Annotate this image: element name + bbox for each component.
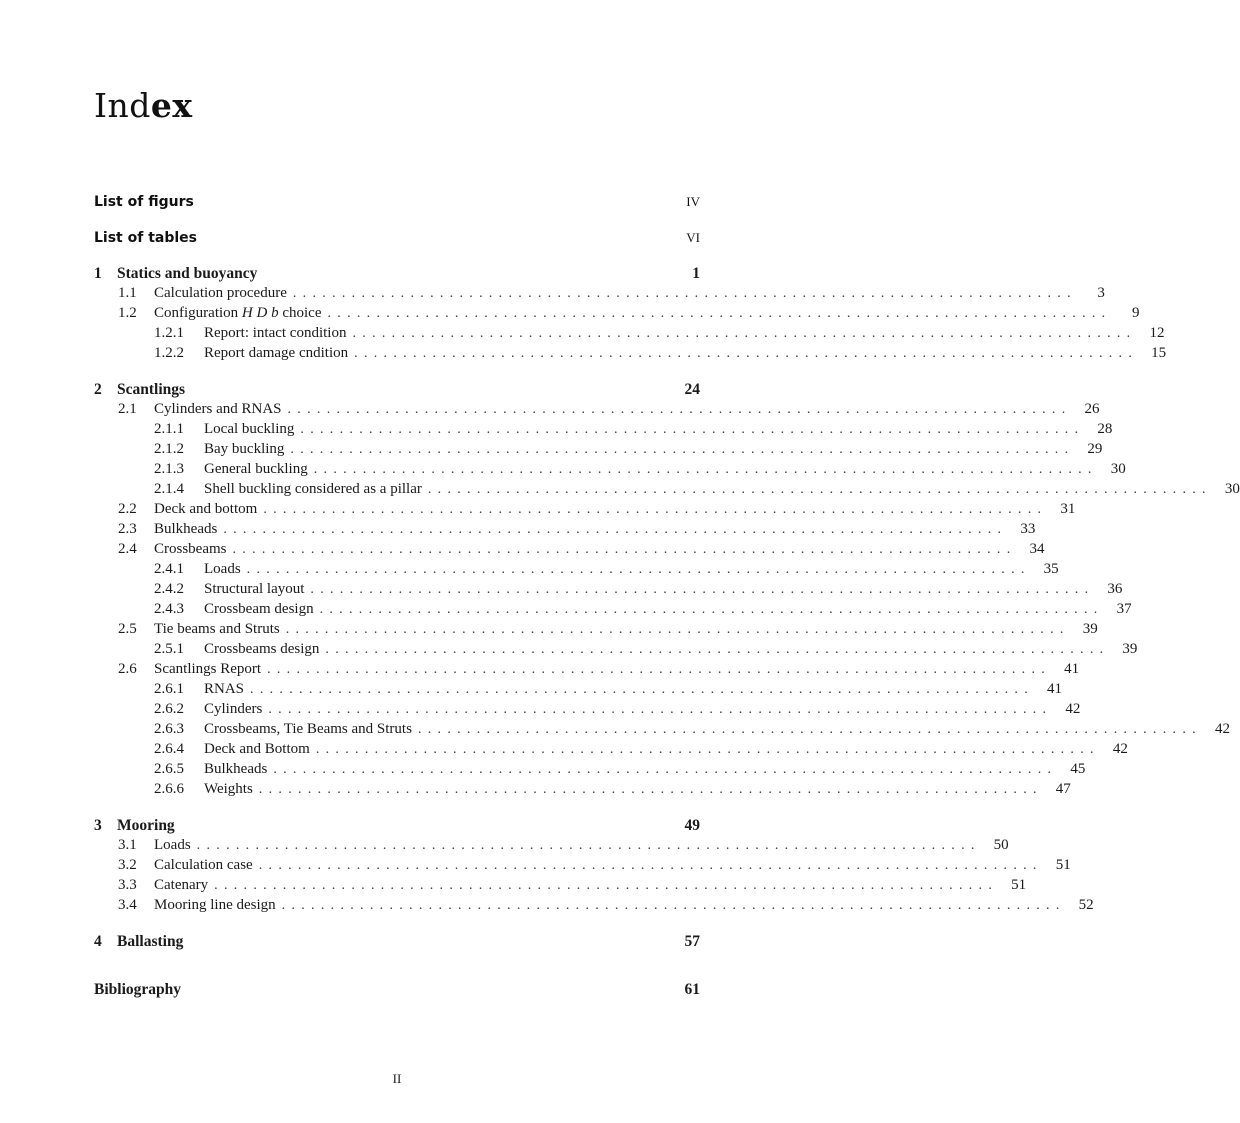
- toc-number: 2.3: [118, 521, 137, 537]
- toc-number: 3.1: [118, 837, 137, 853]
- toc-subsection[interactable]: [94, 761, 1086, 781]
- toc-subsection[interactable]: [94, 601, 1132, 621]
- toc-page: 30: [1110, 461, 1126, 477]
- toc-label: Cylinders and RNAS: [154, 401, 282, 417]
- toc-label: Ballasting: [117, 933, 184, 950]
- toc-page: 35: [1043, 561, 1059, 577]
- toc-subsection[interactable]: [94, 561, 1059, 581]
- toc-subsection[interactable]: [94, 461, 1126, 481]
- toc-section[interactable]: [94, 837, 1009, 857]
- toc-label: Mooring line design: [154, 897, 276, 913]
- toc-page: 26: [1084, 401, 1100, 417]
- toc-label: Mooring: [117, 817, 175, 834]
- toc-number: 2.6.5: [154, 761, 184, 777]
- toc-page: 15: [1151, 345, 1167, 361]
- toc-number: 2.1.1: [154, 421, 184, 437]
- toc-subsection[interactable]: [94, 421, 1113, 441]
- toc-leader: ................................................................................: [223, 522, 1008, 537]
- toc-leader: ................................................................................: [285, 622, 1070, 637]
- toc-page: 41: [1064, 661, 1080, 677]
- toc-label: Report damage cndition: [204, 345, 349, 361]
- toc-leader: ................................................................................: [268, 702, 1053, 717]
- toc-chapter[interactable]: [94, 817, 700, 837]
- toc-page: 9: [1131, 305, 1140, 321]
- toc-page: 37: [1116, 601, 1132, 617]
- toc-number: 1.2.2: [154, 345, 184, 361]
- toc-page: 3: [1097, 285, 1105, 301]
- toc-number: 1: [94, 265, 102, 282]
- toc-label: Loads: [154, 837, 191, 853]
- toc-leader: ................................................................................: [319, 602, 1104, 617]
- toc-leader: ................................................................................: [246, 562, 1031, 577]
- toc-leader: ................................................................................: [300, 422, 1085, 437]
- toc-page: 41: [1047, 681, 1063, 697]
- toc-leader: ................................................................................: [325, 642, 1110, 657]
- toc-label: List of tables: [94, 230, 197, 246]
- toc-label: Bibliography: [94, 981, 181, 998]
- toc-subsection[interactable]: [94, 721, 1230, 741]
- toc-section[interactable]: [94, 521, 1036, 541]
- toc-label: List of figurs: [94, 194, 194, 210]
- toc-number: 1.2: [118, 305, 137, 321]
- toc-label: Calculation case: [154, 857, 253, 873]
- toc-label: Tie beams and Struts: [154, 621, 280, 637]
- toc-label: Calculation procedure: [154, 285, 287, 301]
- toc-page: 45: [1070, 761, 1086, 777]
- toc-subsection[interactable]: [94, 345, 1167, 365]
- toc-label: Cylinders: [204, 701, 263, 717]
- toc-label: Crossbeams, Tie Beams and Struts: [204, 721, 412, 737]
- toc-label: Weights: [204, 781, 253, 797]
- toc-number: 3.3: [118, 877, 137, 893]
- toc-label: Configuration H D b choice: [154, 305, 322, 321]
- toc-page: 52: [1078, 897, 1094, 913]
- toc-label: Catenary: [154, 877, 209, 893]
- toc-page: 51: [1055, 857, 1071, 873]
- toc-leader: ................................................................................: [263, 502, 1048, 517]
- toc-page: 34: [1029, 541, 1045, 557]
- toc-label: General buckling: [204, 461, 308, 477]
- toc-leader: ................................................................................: [327, 306, 1112, 321]
- toc-page: 36: [1107, 581, 1123, 597]
- toc-label: Local buckling: [204, 421, 295, 437]
- toc-label: Bulkheads: [154, 521, 218, 537]
- toc-page: 1: [692, 265, 700, 282]
- toc-number: 3.2: [118, 857, 137, 873]
- toc-number: 2.6: [118, 661, 137, 677]
- toc-section[interactable]: [94, 541, 1045, 561]
- toc-subsection[interactable]: [94, 701, 1081, 721]
- toc-label: Scantlings: [117, 381, 186, 398]
- toc-subsection[interactable]: [94, 681, 1063, 701]
- toc-subsection[interactable]: [94, 441, 1103, 461]
- toc-leader: ................................................................................: [258, 858, 1043, 873]
- toc-number: 1.2.1: [154, 325, 184, 341]
- toc-leader: ................................................................................: [292, 286, 1077, 301]
- toc-page: 30: [1224, 481, 1240, 497]
- toc-label: Crossbeam design: [204, 601, 314, 617]
- toc-leader: ................................................................................: [287, 402, 1072, 417]
- toc-label: Bulkheads: [204, 761, 268, 777]
- toc-entry-list-of-figures[interactable]: [94, 194, 700, 210]
- toc-chapter[interactable]: [94, 933, 700, 953]
- toc-number: 2.6.6: [154, 781, 184, 797]
- toc-leader: ................................................................................: [258, 782, 1043, 797]
- toc-number: 3: [94, 817, 102, 834]
- toc-leader: ................................................................................: [196, 838, 981, 853]
- toc-leader: ................................................................................: [417, 722, 1202, 737]
- toc-page: 39: [1082, 621, 1098, 637]
- toc-leader: ................................................................................: [250, 682, 1035, 697]
- toc-number: 2.4: [118, 541, 137, 557]
- toc-chapter[interactable]: [94, 265, 700, 285]
- toc-label: Crossbeams: [154, 541, 227, 557]
- toc-label: RNAS: [204, 681, 245, 697]
- toc-number: 2.6.1: [154, 681, 184, 697]
- toc-number: 3.4: [118, 897, 137, 913]
- toc-page: 28: [1097, 421, 1113, 437]
- toc-page: IV: [686, 194, 700, 209]
- toc-label: Shell buckling considered as a pillar: [204, 481, 422, 497]
- toc-leader: ................................................................................: [427, 482, 1212, 497]
- toc-label: Crossbeams design: [204, 641, 320, 657]
- toc-page: 24: [684, 381, 700, 398]
- toc-page: 51: [1011, 877, 1027, 893]
- toc-section[interactable]: [94, 501, 1076, 521]
- toc-subsection[interactable]: [94, 325, 1165, 345]
- toc-leader: ................................................................................: [313, 462, 1098, 477]
- toc-number: 2.6.4: [154, 741, 184, 757]
- toc-leader: ................................................................................: [354, 346, 1139, 361]
- toc-chapter[interactable]: [94, 381, 700, 401]
- toc-section[interactable]: [94, 401, 1100, 421]
- toc-entry-list-of-tables[interactable]: [94, 230, 700, 246]
- toc-number: 2.1: [118, 401, 137, 417]
- toc-label: Statics and buoyancy: [117, 265, 258, 282]
- toc-number: 2.1.4: [154, 481, 184, 497]
- toc-leader: ................................................................................: [214, 878, 999, 893]
- toc-page: 33: [1020, 521, 1036, 537]
- toc-page: 12: [1149, 325, 1165, 341]
- toc-page: 49: [684, 817, 700, 834]
- toc-number: 2.1.3: [154, 461, 184, 477]
- toc-leader: ................................................................................: [273, 762, 1058, 777]
- toc-number: 2.6.2: [154, 701, 184, 717]
- toc-number: 1.1: [118, 285, 137, 301]
- toc-page: 39: [1122, 641, 1138, 657]
- toc-label: Bay buckling: [204, 441, 285, 457]
- toc-section[interactable]: [94, 621, 1098, 641]
- toc-number: 4: [94, 933, 102, 950]
- toc-number: 2: [94, 381, 102, 398]
- toc-leader: ................................................................................: [352, 326, 1137, 341]
- toc-section[interactable]: [94, 897, 1094, 917]
- page-number: II: [392, 1071, 402, 1086]
- toc-number: 2.1.2: [154, 441, 184, 457]
- toc-section[interactable]: [94, 305, 1140, 325]
- toc-number: 2.5.1: [154, 641, 184, 657]
- toc-label: Loads: [204, 561, 241, 577]
- toc-number: 2.6.3: [154, 721, 184, 737]
- toc-page: 29: [1087, 441, 1103, 457]
- toc-subsection[interactable]: [94, 481, 1240, 501]
- toc-label: Structural layout: [204, 581, 305, 597]
- toc-number: 2.2: [118, 501, 137, 517]
- toc-label: Report: intact condition: [204, 325, 347, 341]
- page-title: Index: [94, 86, 193, 125]
- toc-section[interactable]: [94, 661, 1080, 681]
- toc-page: 31: [1060, 501, 1076, 517]
- toc-number: 2.4.2: [154, 581, 184, 597]
- toc-number: 2.4.1: [154, 561, 184, 577]
- toc-page: VI: [686, 230, 700, 245]
- toc-subsection[interactable]: [94, 641, 1138, 661]
- toc-section[interactable]: [94, 857, 1071, 877]
- toc-page: 42: [1214, 721, 1230, 737]
- toc-section[interactable]: [94, 285, 1105, 305]
- toc-number: 2.5: [118, 621, 137, 637]
- toc-leader: ................................................................................: [267, 662, 1052, 677]
- toc-page: 47: [1055, 781, 1071, 797]
- toc-bibliography[interactable]: [94, 981, 700, 1001]
- toc-page: 61: [684, 981, 700, 998]
- toc-section[interactable]: [94, 877, 1027, 897]
- toc-subsection[interactable]: [94, 581, 1123, 601]
- toc-leader: ................................................................................: [310, 582, 1095, 597]
- toc-label: Scantlings Report: [154, 661, 262, 677]
- toc-leader: ................................................................................: [315, 742, 1100, 757]
- toc-label: Deck and Bottom: [204, 741, 310, 757]
- toc-page: 42: [1065, 701, 1081, 717]
- toc-page: 42: [1112, 741, 1128, 757]
- toc-subsection[interactable]: [94, 781, 1071, 801]
- toc-page: 57: [684, 933, 700, 950]
- toc-leader: ................................................................................: [290, 442, 1075, 457]
- toc-leader: ................................................................................: [232, 542, 1017, 557]
- toc-leader: ................................................................................: [281, 898, 1066, 913]
- toc-number: 2.4.3: [154, 601, 184, 617]
- toc-subsection[interactable]: [94, 741, 1128, 761]
- toc-page: 50: [993, 837, 1009, 853]
- toc-label: Deck and bottom: [154, 501, 258, 517]
